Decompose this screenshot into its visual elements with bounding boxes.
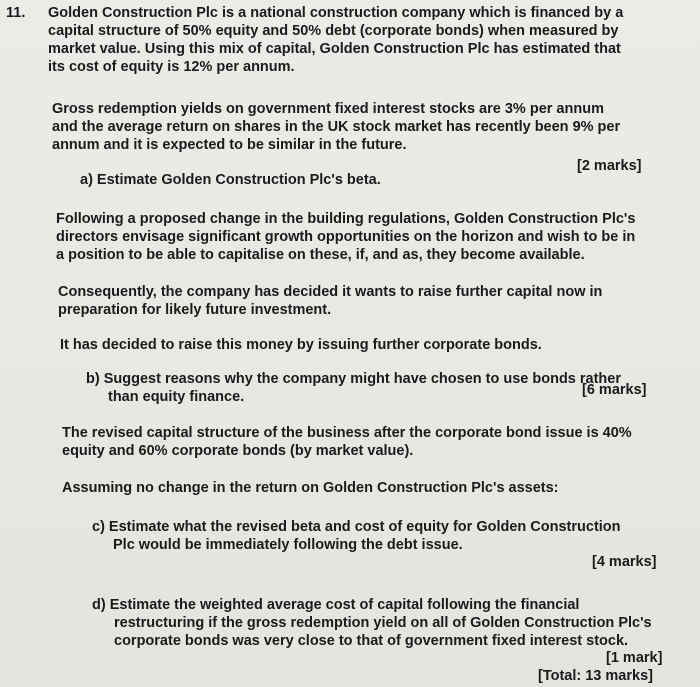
intro-line: its cost of equity is 12% per annum.: [48, 59, 295, 75]
para-line: Gross redemption yields on government fixed interest stocks are 3% per annum: [52, 101, 604, 117]
bond-issue-sentence: It has decided to raise this money by issuing further corporate bonds.: [60, 337, 542, 353]
para-line: a position to be able to capitalise on these, if, and as, they become available.: [56, 247, 585, 263]
question-number: 11.: [6, 5, 26, 21]
para-line: equity and 60% corporate bonds (by market value).: [62, 443, 414, 459]
para-line: Following a proposed change in the building regulations, Golden Construction Plc's: [56, 211, 636, 227]
part-b-line: than equity finance.: [108, 389, 245, 405]
part-d-marks: [1 mark]: [606, 650, 663, 666]
part-b-marks: [6 marks]: [582, 382, 647, 398]
part-d-line: d) Estimate the weighted average cost of capital following the financial: [92, 597, 580, 613]
para-line: The revised capital structure of the business after the corporate bond issue is 40%: [62, 425, 632, 441]
part-a-text: a) Estimate Golden Construction Plc's beta.: [80, 172, 381, 188]
part-b-line: b) Suggest reasons why the company might have chosen to use bonds rather: [86, 371, 621, 387]
part-c-line: c) Estimate what the revised beta and cost of equity for Golden Construction: [92, 519, 621, 535]
part-a-marks: [2 marks]: [577, 158, 642, 174]
para-line: Consequently, the company has decided it wants to raise further capital now in: [58, 284, 603, 300]
assumption-sentence: Assuming no change in the return on Golden Construction Plc's assets:: [62, 480, 559, 496]
part-c-line: Plc would be immediately following the debt issue.: [113, 537, 463, 553]
para-line: preparation for likely future investment.: [58, 302, 332, 318]
para-line: directors envisage significant growth opportunities on the horizon and wish to be in: [56, 229, 636, 245]
intro-line: capital structure of 50% equity and 50% debt (corporate bonds) when measured by: [48, 23, 619, 39]
part-c-marks: [4 marks]: [592, 554, 657, 570]
intro-line: Golden Construction Plc is a national construction company which is financed by a: [48, 5, 624, 21]
total-marks: [Total: 13 marks]: [538, 668, 653, 684]
intro-line: market value. Using this mix of capital, Golden Construction Plc has estimated that: [48, 41, 621, 57]
para-line: annum and it is expected to be similar in the future.: [52, 137, 407, 153]
part-d-line: corporate bonds was very close to that of government fixed interest stock.: [114, 633, 629, 649]
part-d-line: restructuring if the gross redemption yield on all of Golden Construction Plc's: [114, 615, 652, 631]
para-line: and the average return on shares in the UK stock market has recently been 9% per: [52, 119, 621, 135]
